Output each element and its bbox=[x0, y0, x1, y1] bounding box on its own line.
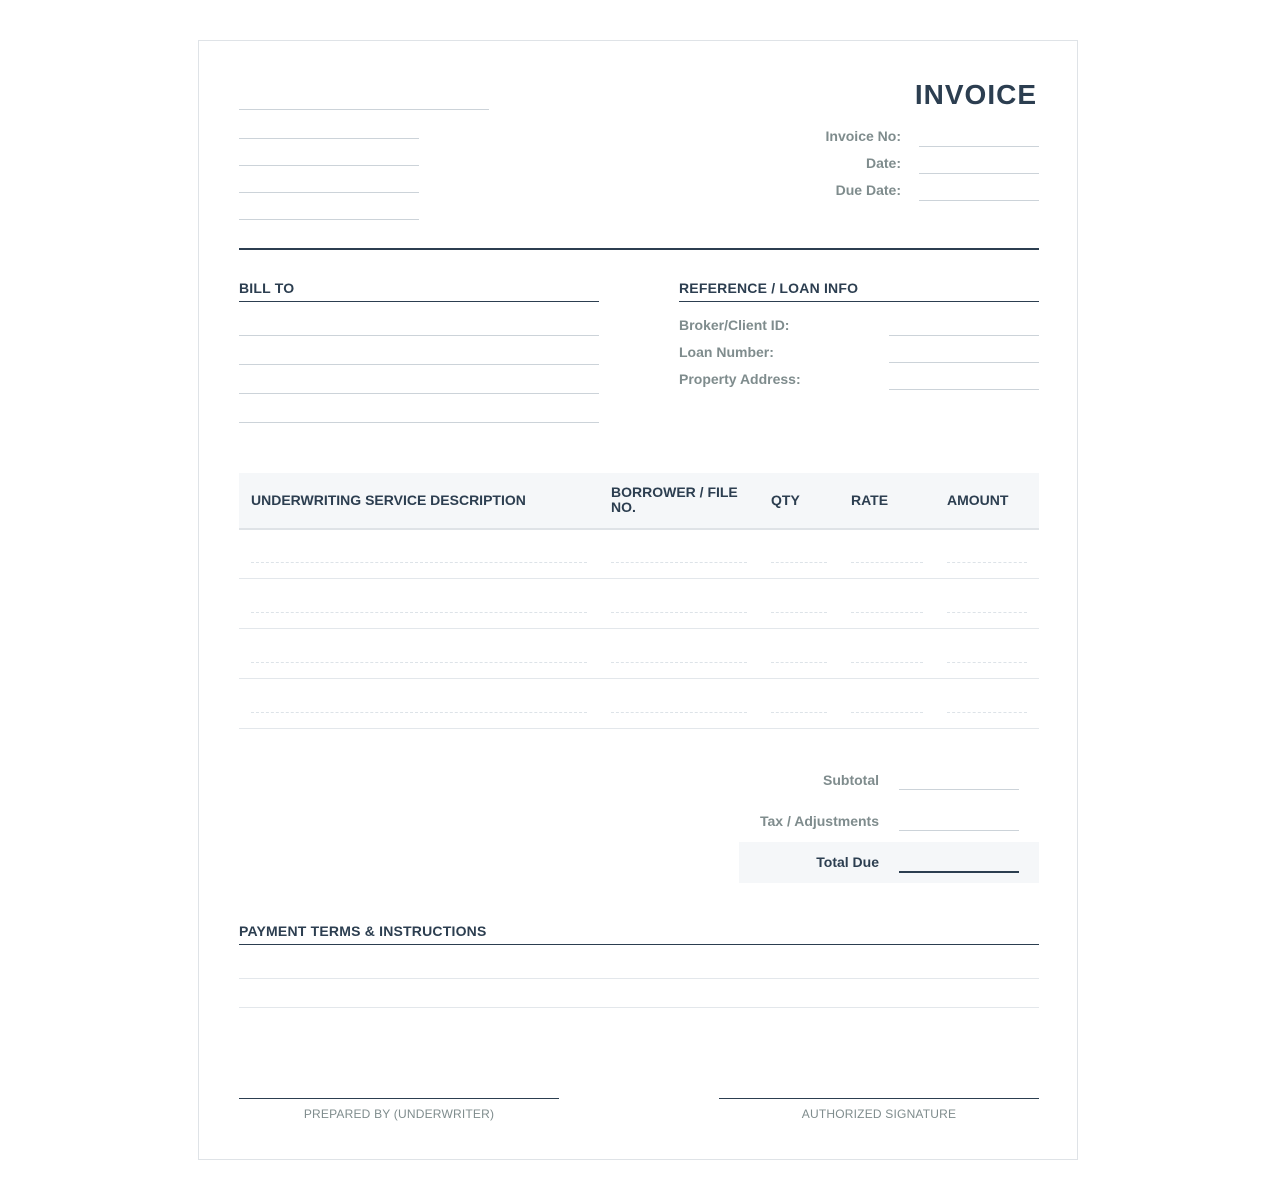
prepared-by-signature-line[interactable] bbox=[239, 1098, 559, 1099]
company-address-line[interactable] bbox=[239, 165, 419, 166]
payment-terms-title: PAYMENT TERMS & INSTRUCTIONS bbox=[239, 923, 487, 939]
qty-cell[interactable] bbox=[771, 562, 827, 563]
tax-adjustments-field[interactable] bbox=[899, 830, 1019, 831]
borrower-file-cell[interactable] bbox=[611, 562, 747, 563]
description-cell[interactable] bbox=[251, 662, 587, 663]
payment-terms-line[interactable] bbox=[239, 978, 1039, 979]
loan-number-label: Loan Number: bbox=[679, 344, 774, 360]
invoice-title: INVOICE bbox=[914, 79, 1037, 110]
invoice-no-field[interactable] bbox=[919, 146, 1039, 147]
row-divider bbox=[239, 728, 1039, 729]
broker-client-id-label: Broker/Client ID: bbox=[679, 317, 790, 333]
col-header-borrower-file: BORROWER / FILE NO. bbox=[611, 484, 738, 515]
qty-cell[interactable] bbox=[771, 662, 827, 663]
payment-terms-underline bbox=[239, 944, 1039, 945]
col-header-amount: AMOUNT bbox=[947, 492, 1009, 508]
description-cell[interactable] bbox=[251, 562, 587, 563]
rate-cell[interactable] bbox=[851, 662, 923, 663]
total-due-field[interactable] bbox=[899, 871, 1019, 873]
date-label: Date: bbox=[865, 155, 901, 171]
borrower-file-cell[interactable] bbox=[611, 612, 747, 613]
bill-to-title: BILL TO bbox=[239, 280, 295, 296]
payment-terms-line[interactable] bbox=[239, 1007, 1039, 1008]
authorized-signature-label: AUTHORIZED SIGNATURE bbox=[801, 1107, 957, 1121]
invoice-page bbox=[198, 40, 1078, 1160]
tax-adjustments-label: Tax / Adjustments bbox=[759, 813, 879, 829]
row-divider bbox=[239, 678, 1039, 679]
company-address-line[interactable] bbox=[239, 138, 419, 139]
bill-to-line[interactable] bbox=[239, 335, 599, 336]
reference-underline bbox=[679, 301, 1039, 302]
rate-cell[interactable] bbox=[851, 712, 923, 713]
property-address-label: Property Address: bbox=[679, 371, 801, 387]
col-header-qty: QTY bbox=[771, 492, 800, 508]
loan-number-field[interactable] bbox=[889, 362, 1039, 363]
property-address-field[interactable] bbox=[889, 389, 1039, 390]
invoice-no-label: Invoice No: bbox=[825, 128, 901, 144]
rate-cell[interactable] bbox=[851, 562, 923, 563]
col-header-description: UNDERWRITING SERVICE DESCRIPTION bbox=[251, 492, 526, 508]
rate-cell[interactable] bbox=[851, 612, 923, 613]
broker-client-id-field[interactable] bbox=[889, 335, 1039, 336]
row-divider bbox=[239, 578, 1039, 579]
total-due-label: Total Due bbox=[816, 854, 879, 870]
description-cell[interactable] bbox=[251, 612, 587, 613]
borrower-file-cell[interactable] bbox=[611, 712, 747, 713]
company-address-line[interactable] bbox=[239, 192, 419, 193]
services-table-header bbox=[239, 473, 1039, 530]
qty-cell[interactable] bbox=[771, 612, 827, 613]
bill-to-line[interactable] bbox=[239, 393, 599, 394]
subtotal-field[interactable] bbox=[899, 789, 1019, 790]
bill-to-line[interactable] bbox=[239, 364, 599, 365]
header-divider bbox=[239, 248, 1039, 250]
amount-cell[interactable] bbox=[947, 662, 1027, 663]
bill-to-line[interactable] bbox=[239, 422, 599, 423]
col-header-rate: RATE bbox=[851, 492, 889, 508]
due-date-label: Due Date: bbox=[835, 182, 901, 198]
amount-cell[interactable] bbox=[947, 712, 1027, 713]
amount-cell[interactable] bbox=[947, 612, 1027, 613]
row-divider bbox=[239, 628, 1039, 629]
date-field[interactable] bbox=[919, 173, 1039, 174]
borrower-file-cell[interactable] bbox=[611, 662, 747, 663]
reference-title: REFERENCE / LOAN INFO bbox=[679, 280, 859, 296]
company-name-line[interactable] bbox=[239, 109, 489, 110]
qty-cell[interactable] bbox=[771, 712, 827, 713]
prepared-by-label: PREPARED BY (UNDERWRITER) bbox=[303, 1107, 495, 1121]
description-cell[interactable] bbox=[251, 712, 587, 713]
bill-to-underline bbox=[239, 301, 599, 302]
company-address-line[interactable] bbox=[239, 219, 419, 220]
subtotal-label: Subtotal bbox=[823, 772, 879, 788]
amount-cell[interactable] bbox=[947, 562, 1027, 563]
authorized-signature-line[interactable] bbox=[719, 1098, 1039, 1099]
due-date-field[interactable] bbox=[919, 200, 1039, 201]
